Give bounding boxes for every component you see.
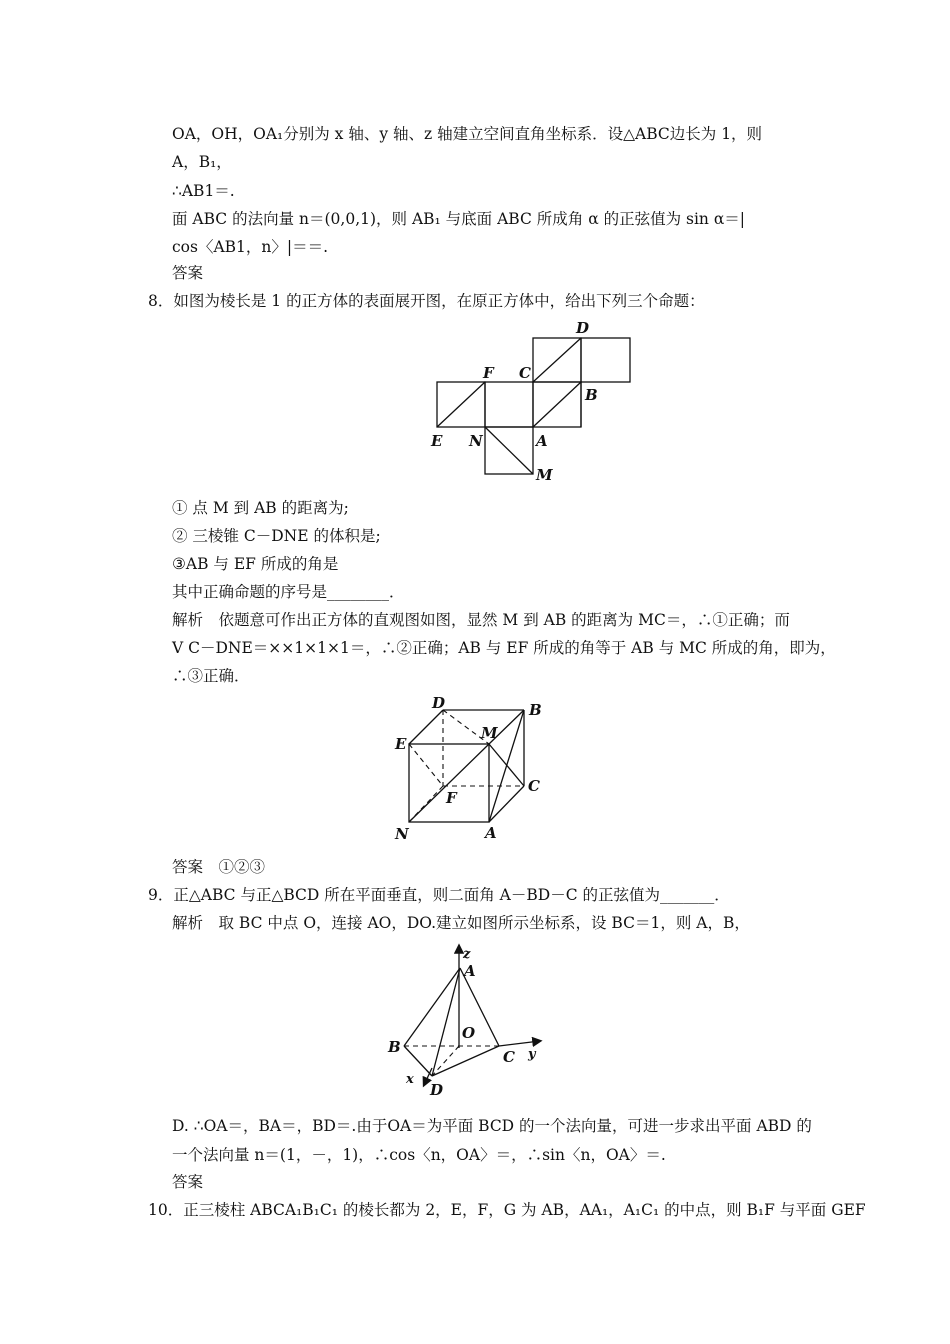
net-label-B: B (585, 386, 598, 404)
text-line-cos: cos〈AB1，n〉|＝＝. (172, 238, 329, 256)
proposition-3: ③AB 与 EF 所成的角是 (172, 555, 339, 573)
question-9: 9．正△ABC 与正△BCD 所在平面垂直，则二面角 A－BD－C 的正弦值为_______． (148, 886, 730, 904)
tetra-label-D: D (430, 1081, 444, 1098)
cube-label-E: E (395, 735, 407, 753)
answer-9: 答案 (172, 1173, 204, 1191)
solution-9-line-1: 解析 取 BC 中点 O，连接 AO，DO.建立如图所示坐标系，设 BC＝1，则 A，B， (172, 914, 750, 932)
tetra-axis-z: z (463, 947, 471, 962)
tetra-label-C: C (503, 1048, 515, 1066)
cube-label-N: N (395, 825, 409, 843)
cube-figure (385, 693, 555, 848)
text-line-points: A，B₁， (172, 153, 232, 171)
net-label-F: F (483, 364, 494, 382)
net-diagonal-mid-3 (533, 382, 581, 427)
question-10: 10．正三棱柱 ABCA₁B₁C₁ 的棱长都为 2，E，F，G 为 AB，AA₁，A₁C₁ 的中点，则 B₁F 与平面 GEF (148, 1201, 866, 1219)
tetra-axis-y: y (528, 1047, 536, 1062)
net-label-D: D (576, 319, 590, 337)
net-label-A: A (536, 432, 548, 450)
solution-8-line-2: V C－DNE＝××1×1×1＝，∴②正确；AB 与 EF 所成的角等于 AB 与 MC 所成的角，即为， (172, 639, 836, 657)
net-label-C: C (519, 364, 531, 382)
net-label-E: E (431, 432, 443, 450)
question-8: 8．如图为棱长是 1 的正方体的表面展开图，在原正方体中，给出下列三个命题： (148, 292, 705, 310)
tetrahedron-figure (380, 938, 560, 1098)
solution-8-line-1: 解析 依题意可作出正方体的直观图如图，显然 M 到 AB 的距离为 MC＝，∴①正确；而 (172, 611, 790, 629)
cube-label-D: D (432, 694, 446, 712)
solution-9-line-3: 一个法向量 n＝(1，－，1)，∴cos〈n，OA〉＝，∴sin〈n，OA〉＝. (172, 1146, 666, 1164)
net-diagonal-mid-1 (437, 382, 485, 427)
cube-label-C: C (528, 777, 540, 795)
net-diagonal-top (533, 338, 581, 382)
cube-label-A: A (485, 824, 497, 842)
proposition-2: ② 三棱锥 C－DNE 的体积是; (172, 527, 381, 545)
net-label-M: M (536, 466, 553, 484)
answer-label-7: 答案 (172, 264, 204, 282)
tetra-label-A: A (464, 962, 476, 980)
tetra-label-O: O (462, 1024, 476, 1042)
net-label-N: N (469, 432, 483, 450)
text-line-ab1: ∴AB1＝. (172, 182, 235, 200)
question-8-ask: 其中正确命题的序号是________． (172, 583, 405, 601)
tetra-axis-x: x (406, 1072, 414, 1087)
solution-8-line-3: ∴③正确． (172, 667, 250, 685)
cube-label-M: M (481, 724, 498, 742)
cube-label-B: B (529, 701, 542, 719)
net-square-top-right (581, 338, 630, 382)
cube-net-figure (420, 318, 650, 488)
cube-label-F: F (446, 789, 457, 807)
net-square-mid-2 (485, 382, 533, 427)
solution-9-line-2: D. ∴OA＝，BA＝，BD＝.由于OA＝为平面 BCD 的一个法向量，可进一步求出平面 ABD 的 (172, 1117, 812, 1135)
proposition-1: ① 点 M 到 AB 的距离为; (172, 499, 349, 517)
text-line-normal-vector: 面 ABC 的法向量 n＝(0,0,1)，则 AB₁ 与底面 ABC 所成角 α 的正弦值为 sin α＝| (172, 210, 746, 228)
answer-8: 答案 ①②③ (172, 858, 266, 876)
net-diagonal-bottom (485, 427, 533, 474)
tetra-label-B: B (388, 1038, 401, 1056)
text-line-coordinate-setup: OA，OH，OA₁分别为 x 轴、y 轴、z 轴建立空间直角坐标系．设△ABC边长为 1，则 (172, 125, 763, 143)
